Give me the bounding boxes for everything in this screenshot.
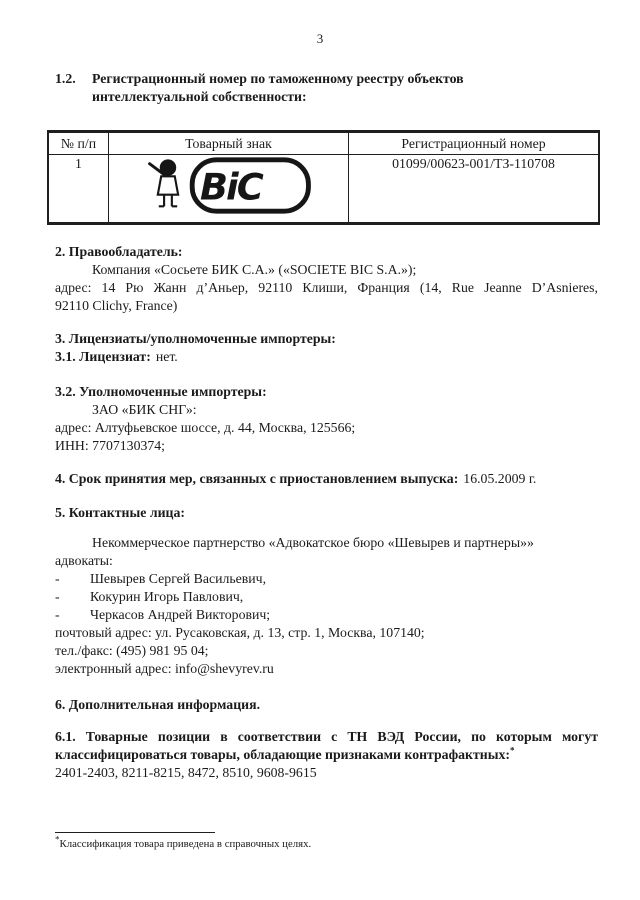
- section-4-value: 16.05.2009 г.: [463, 471, 537, 486]
- section-2: [55, 243, 598, 315]
- bic-boy-icon: [149, 159, 178, 206]
- lawyer-item-1: [55, 570, 598, 588]
- section-6-title: 6. Дополнительная информация.: [55, 697, 261, 712]
- section-4-line: [55, 470, 598, 488]
- section-5-org-label: адвокаты:: [55, 553, 113, 568]
- section-3-1-label: 3.1. Лицензиат:: [55, 349, 151, 364]
- section-3-2-company: ЗАО «БИК СНГ»:: [92, 402, 197, 417]
- section-1-2-number: 1.2.: [55, 71, 76, 86]
- trademark-cell: [109, 155, 349, 224]
- registration-number-cell: 01099/00623-001/ТЗ-110708: [349, 155, 600, 224]
- section-2-address-line2: 92110 Clichy, France): [55, 298, 178, 313]
- section-3-1-line: [55, 348, 598, 366]
- section-4: [55, 470, 598, 488]
- bic-logo: [140, 155, 318, 217]
- section-3-1-value: нет.: [155, 349, 178, 364]
- section-2-address-line1: адрес: 14 Рю Жанн д’Аньер, 92110 Клиши, Франция (14, Rue Jeanne D’Asnieres,: [55, 280, 598, 295]
- lawyer-name-2: Кокурин Игорь Павлович,: [90, 589, 244, 604]
- col-header-row-number: № п/п: [48, 132, 109, 155]
- page-number: 3: [316, 31, 324, 46]
- row-number-cell: 1: [48, 155, 109, 224]
- lawyer-name-1: Шевырев Сергей Васильевич,: [90, 571, 267, 586]
- footnote-separator: [55, 832, 215, 833]
- section-5-body: [55, 534, 598, 678]
- section-5-org: Некоммерческое партнерство «Адвокатское бюро «Шевырев и партнеры»»: [92, 535, 534, 550]
- section-2-company: Компания «Сосьете БИК С.А.» («SOCIETE BIC S.A.»);: [92, 262, 417, 277]
- lawyer-name-3: Черкасов Андрей Викторович;: [90, 607, 271, 622]
- footnote: [55, 832, 475, 851]
- section-4-label: 4. Срок принятия мер, связанных с приостановлением выпуска:: [55, 471, 459, 486]
- lawyer-item-2: [55, 588, 598, 606]
- list-dash: -: [55, 607, 60, 622]
- section-5-postal-address: почтовый адрес: ул. Русаковская, д. 13, стр. 1, Москва, 107140;: [55, 625, 425, 640]
- section-3: [55, 330, 598, 366]
- bic-wordmark-text: BiC: [199, 165, 262, 209]
- section-1-2-title-line1: Регистрационный номер по таможенному реестру объектов: [92, 71, 464, 86]
- section-3-2: [55, 383, 598, 455]
- footnote-reference-mark: *: [509, 745, 515, 756]
- lawyer-item-3: [55, 606, 598, 624]
- section-2-title: 2. Правообладатель:: [55, 244, 183, 259]
- section-3-2-address: адрес: Алтуфьевское шоссе, д. 44, Москва, 125566;: [55, 420, 356, 435]
- section-1-2-title: [92, 70, 464, 106]
- bic-wordmark: [192, 160, 308, 211]
- section-1-2-heading: [55, 70, 598, 106]
- footnote-text: Классификация товара приведена в справочных целях.: [59, 838, 312, 850]
- section-3-title: 3. Лицензиаты/уполномоченные импортеры:: [55, 331, 336, 346]
- col-header-registration-number: Регистрационный номер: [349, 132, 600, 155]
- section-6-1-line2-text: классифицироваться товары, обладающие признаками контрафактных:: [55, 747, 510, 762]
- table-row: [48, 155, 599, 224]
- section-5-email: электронный адрес: info@shevyrev.ru: [55, 661, 274, 676]
- list-dash: -: [55, 571, 60, 586]
- section-6-1-line2: [55, 746, 598, 764]
- section-3-2-title: 3.2. Уполномоченные импортеры:: [55, 384, 267, 399]
- section-6-1-line1: 6.1. Товарные позиции в соответствии с ТН ВЭД России, по которым могут: [55, 729, 598, 744]
- section-6-1: [55, 728, 598, 782]
- table-header-row: [48, 132, 599, 155]
- col-header-trademark: Товарный знак: [109, 132, 349, 155]
- list-dash: -: [55, 589, 60, 604]
- section-6-1-codes: 2401-2403, 8211-8215, 8472, 8510, 9608-9615: [55, 765, 317, 780]
- trademark-table: [47, 130, 600, 225]
- section-1-2-title-line2: интеллектуальной собственности:: [92, 89, 307, 104]
- section-5-title: 5. Контактные лица:: [55, 505, 185, 520]
- footnote-mark: *: [55, 834, 60, 845]
- footnote-text-line: [55, 834, 475, 851]
- section-3-2-inn: ИНН: 7707130374;: [55, 438, 165, 453]
- section-5-phone-fax: тел./факс: (495) 981 95 04;: [55, 643, 209, 658]
